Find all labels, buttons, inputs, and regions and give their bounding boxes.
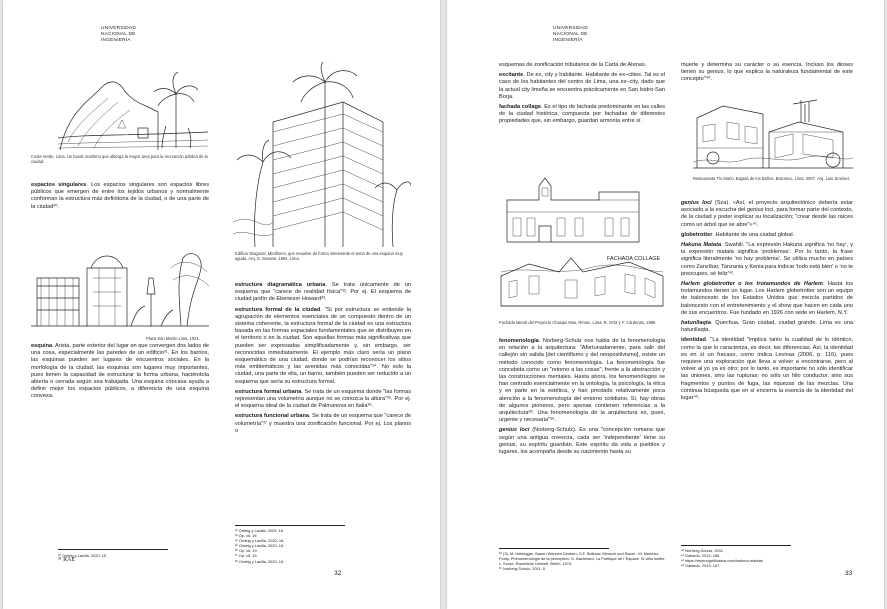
entry (499, 72, 665, 101)
entry (235, 389, 411, 411)
entry-text: (Norberg-Schulz). Es una "concepción romana que según una antigua creencia, cada ser 'independiente' tiene su genius, su espíritu guardián. Este espíritu da vida a pueblos y lugares, los acompaña desde su nacimiento hasta su (499, 427, 665, 456)
entry (31, 182, 209, 211)
footnote: ³⁹ Norberg-Schulz, 2011: 5. (499, 566, 547, 572)
caption-edificio-diagonal: Edificio Diagonal, Miraflores, que resuelve de forma interesante el tema de una esquina muy aguda. Arq. E. Seoane, 1954. Lima. (235, 251, 403, 262)
entry (681, 281, 853, 317)
column-right-top (681, 62, 853, 87)
column-left-top (499, 62, 665, 129)
entry-term: estructura diagramática urbana (235, 282, 326, 288)
page-33 (447, 0, 884, 609)
column-left-bottom (31, 343, 209, 404)
edificio-diagonal-illustration (233, 62, 411, 247)
fachada-collage-illustration (499, 172, 665, 314)
entry-text: . Se trata de un esquema que "carece de volumetría"³⁷ y muestra una zonificación funcional. Por ej. Los planos o (235, 413, 412, 434)
entry-term: Harlem globetrotter o los trotamundos de Harlem (681, 281, 823, 288)
entry-term: excitante (499, 72, 524, 79)
footnotes-left (499, 551, 665, 571)
footnote: ³⁷ Op. cit. 19. (235, 553, 258, 559)
entry (31, 343, 209, 401)
entry (681, 242, 853, 278)
entry-term: genius loci (499, 427, 530, 434)
footnote: ³⁴ Ordeig y Lacilla, 2020: 18. (235, 538, 285, 544)
restaurante-illustration (693, 92, 853, 172)
footnote: ³⁸ (3), M. Heidegger, Bauen Wohnen Denken; O.F. Bollnow, Mensch und Raum ; M. Merleau-Ponty, Phénoménologie de la perception; G. Bachelard, La Poétique de l' Espace. Si véta inoltre L. Kruse, Raumliche Umwelt, Berlín, 1974. (499, 551, 665, 567)
footnote: ³⁸ Ordeig y Lacilla, 2020: 18. (235, 558, 285, 564)
entry (499, 62, 665, 69)
entry (235, 307, 411, 386)
footnote: ⁴¹ Gallardo, 2013: 166. (681, 553, 721, 559)
footnote: ³² Ordeig y Lacilla, 2020: 18. (235, 528, 284, 533)
footnote: ⁴³ Gallardo, 2013: 167. (681, 563, 721, 569)
footnotes-right (681, 548, 853, 568)
page-number: 32 (334, 570, 342, 577)
footnote-rule (235, 525, 345, 526)
column-left-bottom (499, 338, 665, 459)
footnote: ³⁶ Op. cit. 19. (235, 548, 258, 554)
entry-term: esquina (31, 343, 53, 349)
plaza-san-martin-illustration (31, 238, 209, 333)
entry-term: espacios singulares (31, 182, 87, 188)
caption-costa-verde: Costa Verde, Lima. Un borde marítimo que alberga la mayor área para la recreación pública de la ciudad. (31, 154, 208, 165)
entry-text: . Los espacios singulares son espacios libres públicos que emergen de entre los tejidos urbanos y normalmente conforman la estructura más definitoria de la ciudad, o de una parte de la ciudad³⁰. (31, 182, 209, 210)
entry (681, 320, 853, 334)
entry-text: . "Si por estructura se entiende la agrupación de elementos esenciales de un compuesto dentro de un sistema coherente, la estructura formal de la ciudad es una estructura basada en las formas espaciales fundamentales que se distribuyen en el territorio o en la ciudad. Son aquellas formas más significativas que pueden ser expresadas simplificadamente y, sin embargo, ser reconocidas inmediatamente. El ejemplo más claro sería un plano esquemático de una ciudad, donde se podrían reconocer los sitios más emblemáticos y las avenidas más conocidas"³⁴. No solo la ciudad, una parte de ella, un barrio, también pueden ser reducido a un esquema que sería su estructura formal. (235, 306, 411, 385)
entry-text: esquemas de zonificación tributarios de la Carta de Atenas. (499, 62, 647, 68)
footnote: ⁴² https://www.significados.com/hakuna-matata/ (681, 558, 763, 564)
entry (235, 282, 411, 304)
entry (499, 427, 665, 456)
page-32 (3, 0, 440, 609)
entry-text: . Arista, parte exterior del lugar en que convergen dos lados de una cosa, especialmente las paredes de un edificio³¹. En los barrios, las esquinas pueden ser lugares de encuentros sociales. En la morfología de la ciudad, las esquinas son lugares muy importantes, pues tienen la capacidad de estructurar la forma urbana, haciéndola abierta o cerrada según sea trabajada. Una esquina cóncava ayuda a definir mejor los espacios públicos, a diferencia de una esquina convexa. (31, 343, 209, 400)
entry (681, 232, 853, 239)
footnote: ³³ Op. cit. 19. (235, 533, 258, 539)
entry-term: estructura formal urbana (235, 388, 302, 395)
column-left-top (31, 182, 209, 214)
entry-text: . Swahili. "La expresión Hakuna significa 'no hay', y la expresión matata significa 'problemas'. Por lo tanto, la frase significa literalmente 'no hay problema'. Se utiliza mucho en países como Zanzíbar, Tanzania y Kenia para indicar 'todo está bien' o 'no te preocupes, sé feliz'⁴². (681, 242, 853, 277)
entry-text: (Sza). «Así, el proyecto arquitectónico debería estar asociado a la escucha del genius loci, para formar parte del contexto, de la ciudad y poder explicar su localización; "crear desde las raíces como un árbol que se abre"»⁴¹. (681, 200, 854, 228)
entry-term: hatunllaqta (681, 320, 711, 327)
entry (681, 62, 853, 84)
page-number: 33 (845, 570, 853, 577)
footnote-rule (499, 548, 609, 549)
caption-fachada: Fachada lateral del Proyecto Chasqui Mas, Rímac, Lima. R. Ortiz y F. Cárdenas, 1996 (499, 320, 656, 325)
entry-text: . Quechua. Gran ciudad, ciudad grande. Lima es una hatunllaqta. (681, 320, 853, 334)
footnote: ³⁰ Ordeig y Lacilla, 2020: 15 (58, 553, 107, 558)
entry-text: . Se trata únicamente de un esquema que "carece de realidad física"³². Por ej. El esquema de ciudad jardín de Ebenezer Howard³³. (235, 282, 411, 303)
entry-term: identidad (681, 337, 706, 344)
entry-text: . De ex, city y habitante. Habitante de ex–cities. Tal es el caso de los habitantes del centro de Lima, una ex–city, dado que la actual city limeña se encuentra prácticamente en San Isidro-San Borja. (499, 72, 665, 100)
footnotes-left (58, 553, 208, 563)
entry-text: . "La identidad "implica tanto la cualidad de lo idéntico, como la que lo caracteriza, es decir, las diferencias. Así, la identidad es en sí un fracaso, como indica Levinas (2006, p. 116), pues requiere una exploración que lleva a volver a encontrarse, pero al volver al yo ya es otro; por lo tanto, es importante no sólo identificar las uniones, sino las rupturas; no sólo un hilo conductor, sino sus fragmentos y puntos de fuga, las riquezas de las mezclas. Una continua búsqueda que en sí encierra la esencia de la identidad del lugar⁴³. (681, 337, 853, 402)
entry-text: . Se trata de un esquema donde "las formas representan una volumetría aunque no se conozca la altura"³⁵. Por ej. el esquema ideal de la ciudad de Palmanova en Italia³⁶. (235, 388, 412, 410)
entry-term: estructura formal de la ciudad (235, 306, 321, 313)
entry (499, 338, 665, 424)
university-header: UNIVERSIDAD NACIONAL DE INGENIERÍA (101, 26, 136, 43)
entry (235, 413, 411, 435)
entry-text: . Habitante de una ciudad global. (712, 231, 795, 238)
footnote: ³⁵ Ordeig y Lacilla, 2020: 18. (235, 543, 285, 549)
entry-term: fenomenología (499, 338, 539, 344)
footnotes-right (235, 528, 411, 564)
entry-term: Hakuna Matata (681, 242, 722, 249)
entry-text: . Hasta los trotamundos tienen un lugar. Los Harlem globetrotter son un equipo de baloncesto de los Estados Unidos que mezcla partidos de baloncesto con el entretenimiento y el show que hacen en cada uno de sus encuentros. Fue fundado en 1926 con sede en Harlem, N.Y. (681, 281, 853, 316)
entry (499, 104, 665, 126)
entry-text: muerte y determina su carácter o su esencia. Incluso los dioses tienen su genius, lo que explica la naturaleza fundamental de este concepto"⁴⁰. (681, 62, 853, 83)
entry-term: globetrotter (681, 231, 713, 238)
entry (681, 337, 853, 402)
caption-restaurante: Restaurante Tío Mario, Bajada de los Baños, Barranco, Lima. 2007. Arq. Luis Jiménez. (693, 176, 851, 181)
column-right (235, 282, 411, 438)
footnote: ³¹ RAE (58, 557, 76, 564)
entry-text: . Es el tipo de fachada predominante en las calles de la ciudad histórica, compuesta por fachadas de diferentes propiedades que, sin embargo, guardan armonía entre sí. (499, 104, 665, 125)
column-right-bottom (681, 200, 853, 405)
entry-text: . Norberg-Schulz nos habla de la fenomenología en relación a la arquitectura: "Afortunadamente, para salir del callejón sin salida [del cientifismo y del neopositivismo], existe un método conocido como fenomenología. La fenomenología fue concebida como un "retorno a las cosas", frente a la abstracción y las construcciones mentales. Hasta ahora, los fenomenólogos se han centrado esencialmente en la ontología, la psicología, la ética y en parte en la estética, y han prestado relativamente poca atención a la fenomenología del entorno cotidiano. Sí, hay obras de algunos pioneros, pero apenas contienen referencias a la arquitectura³⁸. Una fenomenología de la arquitectura es, pues, urgente y necesaria"³⁹. (499, 338, 665, 424)
costa-verde-illustration (58, 72, 208, 152)
entry-term: genius loci (681, 200, 712, 206)
footnote-rule (681, 545, 791, 546)
entry-term: estructura funcional urbana (235, 413, 310, 420)
caption-plaza-san-martin: Plaza San Martín Lima, 1921. (146, 336, 200, 341)
university-header: UNIVERSIDAD NACIONAL DE INGENIERÍA (553, 26, 588, 43)
entry-term: fachada collage (499, 104, 542, 111)
footnote-rule (58, 549, 168, 550)
entry (681, 200, 853, 229)
footnote: ⁴⁰ Norberg-Schulz, 2011. (681, 548, 724, 553)
fachada-label: FACHADA COLLAGE (607, 256, 661, 262)
